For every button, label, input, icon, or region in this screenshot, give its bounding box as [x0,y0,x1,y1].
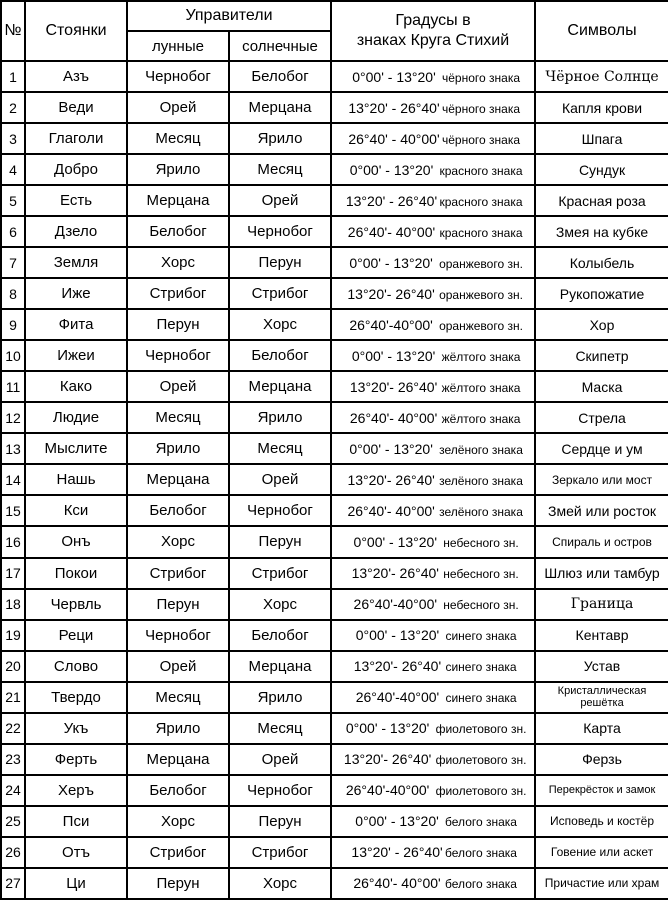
row-number: 24 [1,775,25,806]
row-number: 27 [1,868,25,899]
degree-cell [331,309,535,340]
degree-cell [331,371,535,402]
degree-range: 13°20'- 26°40' [347,285,435,302]
table-row [1,713,668,744]
symbol: Кристаллическая решётка [535,682,668,713]
station-name: Слово [25,651,127,682]
lunar-ruler: Чернобог [127,620,229,651]
table-row [1,278,668,309]
table-row [1,216,668,247]
solar-ruler: Мерцана [229,371,331,402]
element-sign: фиолетового зн. [435,784,527,799]
element-sign: небесного зн. [443,598,519,613]
symbol: Шпага [535,123,668,154]
station-name: Людие [25,402,127,433]
table-body [1,61,668,899]
lunar-ruler: Месяц [127,402,229,433]
symbol: Змея на кубке [535,216,668,247]
table-row [1,495,668,526]
lunar-ruler: Ярило [127,154,229,185]
station-name: Добро [25,154,127,185]
degree-cell [331,61,535,92]
solar-ruler: Хорс [229,868,331,899]
station-name: Нашь [25,464,127,495]
table-row [1,402,668,433]
table-row [1,558,668,589]
element-sign: белого знака [445,815,517,830]
lunar-ruler: Хорс [127,526,229,557]
station-name: Како [25,371,127,402]
lunar-ruler: Белобог [127,495,229,526]
row-number: 21 [1,682,25,713]
header-degrees [331,1,535,61]
solar-ruler: Хорс [229,589,331,620]
symbol: Рукопожатие [535,278,668,309]
symbol: Скипетр [535,340,668,371]
solar-ruler: Орей [229,464,331,495]
row-number: 3 [1,123,25,154]
degree-cell [331,247,535,278]
row-number: 5 [1,185,25,216]
symbol: Исповедь и костёр [535,806,668,837]
degree-cell [331,154,535,185]
row-number: 15 [1,495,25,526]
row-number: 18 [1,589,25,620]
symbol: Чёрное Солнце [535,61,668,92]
lunar-ruler: Стрибог [127,558,229,589]
table-row [1,123,668,154]
lunar-ruler: Орей [127,651,229,682]
lunar-ruler: Хорс [127,247,229,278]
degree-cell [331,340,535,371]
symbol: Колыбель [535,247,668,278]
symbol: Стрела [535,402,668,433]
station-name: Дзело [25,216,127,247]
table-row [1,92,668,123]
solar-ruler: Чернобог [229,216,331,247]
symbol: Ферзь [535,744,668,775]
row-number: 17 [1,558,25,589]
row-number: 6 [1,216,25,247]
solar-ruler: Перун [229,526,331,557]
table-row [1,589,668,620]
row-number: 7 [1,247,25,278]
solar-ruler: Стрибог [229,278,331,309]
symbol: Устав [535,651,668,682]
element-sign: белого знака [445,846,517,861]
degree-cell [331,868,535,899]
degree-range: 13°20'- 26°40' [351,565,439,582]
degree-range: 26°40'- 40°00' [347,502,435,519]
table-row [1,775,668,806]
element-sign: жёлтого знака [441,411,521,426]
table-row [1,340,668,371]
degree-cell [331,433,535,464]
row-number: 25 [1,806,25,837]
station-name: Ци [25,868,127,899]
header-degrees-line1: Градусы в [395,12,471,29]
degree-range: 13°20'- 26°40' [353,658,442,675]
table-row [1,154,668,185]
symbol: Говение или аскет [535,837,668,868]
symbol: Сундук [535,154,668,185]
lunar-ruler: Белобог [127,775,229,806]
table-row [1,806,668,837]
row-number: 11 [1,371,25,402]
station-name: Кси [25,495,127,526]
lunar-ruler: Месяц [127,682,229,713]
degree-range: 26°40'- 40°00' [347,223,436,240]
lunar-ruler: Белобог [127,216,229,247]
element-sign: синего знака [445,691,517,706]
degree-cell [331,278,535,309]
solar-ruler: Чернобог [229,495,331,526]
degree-range: 13°20' - 26°40' [351,844,443,861]
degree-cell [331,495,535,526]
degree-cell [331,123,535,154]
header-degrees-line2: знаках Круга Стихий [356,32,510,49]
symbol: Маска [535,371,668,402]
header-solar: солнечные [229,31,331,61]
lunar-ruler: Перун [127,309,229,340]
table-row [1,185,668,216]
station-name: Азъ [25,61,127,92]
degree-range: 13°20'- 26°40' [343,751,432,768]
element-sign: чёрного знака [442,132,521,147]
row-number: 9 [1,309,25,340]
degree-cell [331,185,535,216]
element-sign: красного знака [439,163,523,178]
degree-range: 26°40'- 40°00' [353,875,441,892]
table-row [1,651,668,682]
element-sign: синего знака [445,629,517,644]
header-row-1 [1,1,668,31]
symbol: Хор [535,309,668,340]
station-name: Мыслите [25,433,127,464]
lunar-ruler: Перун [127,868,229,899]
degree-range: 0°00' - 13°20' [349,254,433,271]
solar-ruler: Мерцана [229,651,331,682]
element-sign: фиолетового зн. [435,722,527,737]
row-number: 20 [1,651,25,682]
symbol: Карта [535,713,668,744]
degree-range: 26°40'-40°00' [355,689,440,706]
row-number: 23 [1,744,25,775]
element-sign: жёлтого знака [441,349,521,364]
station-name: Пси [25,806,127,837]
lunar-ruler: Мерцана [127,185,229,216]
degree-cell [331,806,535,837]
table-row [1,371,668,402]
element-sign: оранжевого зн. [439,318,523,333]
symbol: Спираль и остров [535,526,668,557]
degree-cell [331,402,535,433]
solar-ruler: Стрибог [229,837,331,868]
solar-ruler: Месяц [229,713,331,744]
station-name: Укъ [25,713,127,744]
station-name: Онъ [25,526,127,557]
station-name: Фита [25,309,127,340]
degree-cell [331,837,535,868]
station-name: Веди [25,92,127,123]
table-row [1,61,668,92]
lunar-ruler: Ярило [127,713,229,744]
lunar-ruler: Стрибог [127,278,229,309]
lunar-ruler: Хорс [127,806,229,837]
station-name: Покои [25,558,127,589]
row-number: 26 [1,837,25,868]
degree-range: 0°00' - 13°20' [352,68,436,85]
solar-ruler: Перун [229,247,331,278]
degree-range: 13°20' - 26°40' [348,99,440,116]
table-row [1,433,668,464]
degree-cell [331,526,535,557]
solar-ruler: Чернобог [229,775,331,806]
station-name: Твердо [25,682,127,713]
symbol: Капля крови [535,92,668,123]
header-lunar: лунные [127,31,229,61]
station-name: Червль [25,589,127,620]
symbol: Шлюз или тамбур [535,558,668,589]
table-row [1,620,668,651]
element-sign: красного знака [439,194,523,209]
degree-cell [331,713,535,744]
lunar-ruler: Мерцана [127,744,229,775]
solar-ruler: Орей [229,185,331,216]
solar-ruler: Месяц [229,433,331,464]
row-number: 1 [1,61,25,92]
row-number: 2 [1,92,25,123]
row-number: 13 [1,433,25,464]
degree-cell [331,92,535,123]
row-number: 12 [1,402,25,433]
row-number: 10 [1,340,25,371]
degree-range: 0°00' - 13°20' [349,440,433,457]
station-name: Есть [25,185,127,216]
degree-range: 0°00' - 13°20' [355,627,440,644]
symbol: Перекрёсток и замок [535,775,668,806]
lunar-ruler: Мерцана [127,464,229,495]
symbol: Граница [535,589,668,620]
header-stations: Стоянки [25,1,127,61]
solar-ruler: Хорс [229,309,331,340]
solar-ruler: Ярило [229,402,331,433]
lunar-ruler: Перун [127,589,229,620]
solar-ruler: Ярило [229,123,331,154]
row-number: 8 [1,278,25,309]
element-sign: зелёного знака [439,473,523,488]
element-sign: чёрного знака [442,101,521,116]
degree-cell [331,464,535,495]
symbol: Красная роза [535,185,668,216]
element-sign: небесного зн. [443,535,519,550]
lunar-ruler: Орей [127,92,229,123]
lunar-ruler: Чернобог [127,340,229,371]
station-name: Херъ [25,775,127,806]
symbol: Змей или росток [535,495,668,526]
symbol: Причастие или храм [535,868,668,899]
header-symbols: Символы [535,1,668,61]
table-row [1,526,668,557]
solar-ruler: Белобог [229,61,331,92]
degree-cell [331,775,535,806]
row-number: 14 [1,464,25,495]
degree-cell [331,216,535,247]
degree-cell [331,651,535,682]
symbol: Зеркало или мост [535,464,668,495]
lunar-ruler: Орей [127,371,229,402]
station-name: Иже [25,278,127,309]
element-sign: фиолетового зн. [435,753,527,768]
table-row [1,868,668,899]
lunar-ruler: Стрибог [127,837,229,868]
header-rulers: Управители [127,1,331,31]
degree-cell [331,620,535,651]
degree-range: 0°00' - 13°20' [349,161,434,178]
degree-cell [331,558,535,589]
element-sign: чёрного знака [442,70,521,85]
degree-range: 0°00' - 13°20' [351,347,436,364]
station-name: Глаголи [25,123,127,154]
table-row [1,464,668,495]
solar-ruler: Белобог [229,340,331,371]
element-sign: зелёного знака [439,442,523,457]
element-sign: оранжевого зн. [439,256,523,271]
degree-range: 26°40'-40°00' [349,316,433,333]
lunar-ruler: Ярило [127,433,229,464]
table-row [1,837,668,868]
station-name: Ижеи [25,340,127,371]
element-sign: жёлтого знака [441,380,521,395]
degree-range: 0°00' - 13°20' [345,720,430,737]
degree-range: 26°40'-40°00' [345,782,430,799]
degree-range: 13°20'- 26°40' [347,471,435,488]
lunar-ruler: Чернобог [127,61,229,92]
table-row [1,309,668,340]
station-name: Реци [25,620,127,651]
row-number: 4 [1,154,25,185]
station-name: Земля [25,247,127,278]
element-sign: синего знака [445,660,517,675]
element-sign: оранжевого зн. [439,287,523,302]
symbol: Сердце и ум [535,433,668,464]
solar-ruler: Белобог [229,620,331,651]
symbol: Кентавр [535,620,668,651]
row-number: 22 [1,713,25,744]
solar-ruler: Орей [229,744,331,775]
table-row [1,744,668,775]
table-row [1,682,668,713]
degree-range: 26°40'- 40°00' [349,409,438,426]
element-sign: красного знака [439,225,523,240]
solar-ruler: Стрибог [229,558,331,589]
station-name: Отъ [25,837,127,868]
table-row [1,247,668,278]
solar-ruler: Месяц [229,154,331,185]
solar-ruler: Мерцана [229,92,331,123]
degree-cell [331,682,535,713]
degree-range: 13°20' - 26°40' [345,192,438,209]
degree-range: 26°40' - 40°00' [348,130,440,147]
solar-ruler: Перун [229,806,331,837]
element-sign: зелёного знака [439,504,523,519]
station-name: Ферть [25,744,127,775]
row-number: 16 [1,526,25,557]
row-number: 19 [1,620,25,651]
degree-range: 0°00' - 13°20' [353,533,438,550]
degree-range: 13°20'- 26°40' [349,378,438,395]
lunar-ruler: Месяц [127,123,229,154]
solar-ruler: Ярило [229,682,331,713]
degree-range: 0°00' - 13°20' [355,813,439,830]
element-sign: небесного зн. [443,567,519,582]
degree-range: 26°40'-40°00' [353,596,438,613]
degree-cell [331,744,535,775]
header-number: № [1,1,25,61]
degree-cell [331,589,535,620]
element-sign: белого знака [445,877,517,892]
